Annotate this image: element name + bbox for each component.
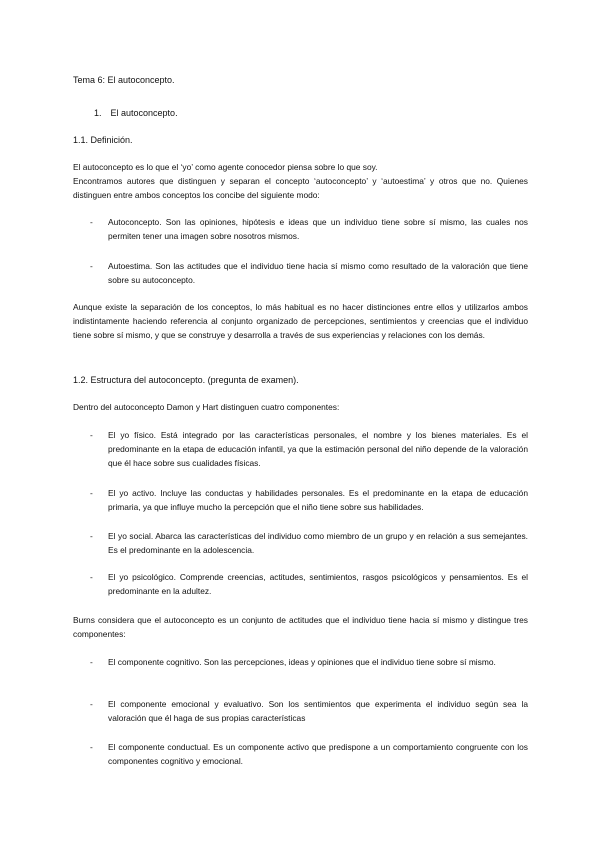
burns-intro: Burns considera que el autoconcepto es un conjunto de actitudes que el individuo tiene hacia sí mismo y distingue tres componentes: xyxy=(73,615,528,639)
definition-heading: 1.1. Definición. xyxy=(73,135,133,145)
bullet-text: El componente conductual. Es un componente activo que predispone a un comportamiento congruente con los componentes cognitivo y emocional. xyxy=(108,742,528,766)
list-item xyxy=(90,570,528,598)
bullet-dash: - xyxy=(90,217,93,227)
section-label: El autoconcepto. xyxy=(110,108,178,118)
bullet-text: El componente emocional y evaluativo. Son los sentimientos que experimenta el individuo según sea la valoración que él haga de sus propias características xyxy=(108,699,528,723)
bullet-dash: - xyxy=(90,430,93,440)
damon-intro: Dentro del autoconcepto Damon y Hart distinguen cuatro componentes: xyxy=(73,402,340,412)
bullet-dash: - xyxy=(90,488,93,498)
list-item xyxy=(90,697,528,725)
intro-line-1: El autoconcepto es lo que el ‘yo’ como agente conocedor piensa sobre lo que soy. xyxy=(73,162,378,172)
list-item xyxy=(90,215,528,243)
section-heading xyxy=(94,106,178,120)
bullet-dash: - xyxy=(90,657,93,667)
intro-line-2: Encontramos autores que distinguen y separan el concepto ‘autoconcepto’ y ‘autoestima’ y otros que no. Quienes distinguen entre ambos conceptos los concibe del siguiente modo: xyxy=(73,176,528,200)
structure-heading: 1.2. Estructura del autoconcepto. (pregunta de examen). xyxy=(73,375,299,385)
document-title: Tema 6: El autoconcepto. xyxy=(73,75,175,85)
bullet-dash: - xyxy=(90,742,93,752)
list-item xyxy=(90,486,528,514)
list-item xyxy=(90,740,528,768)
list-item xyxy=(90,259,528,287)
bullet-text: El yo psicológico. Comprende creencias, actitudes, sentimientos, rasgos psicológicos y pensamientos. Es el predominante en la adultez. xyxy=(108,572,528,596)
bullet-dash: - xyxy=(90,261,93,271)
list-item xyxy=(90,655,528,669)
bullet-text: Autoconcepto. Son las opiniones, hipótesis e ideas que un individuo tiene sobre sí mismo, las cuales nos permiten tener una imagen sobre nosotros mismos. xyxy=(108,217,528,241)
bullet-dash: - xyxy=(90,572,93,582)
section-number: 1. xyxy=(94,108,102,118)
separation-paragraph: Aunque existe la separación de los conceptos, lo más habitual es no hacer distinciones entre ellos y utilizarlos ambos indistintamente haciendo referencia al conjunto organizado de percepciones, sentimientos y creencias que el individuo tiene sobre sí mismo, y que se construye y desarrolla a través de sus experiencias y relaciones con los demás. xyxy=(73,302,528,340)
bullet-dash: - xyxy=(90,531,93,541)
bullet-text: El componente cognitivo. Son las percepciones, ideas y opiniones que el individuo tiene sobre sí mismo. xyxy=(108,657,496,667)
list-item xyxy=(90,529,528,557)
bullet-dash: - xyxy=(90,699,93,709)
bullet-text: El yo social. Abarca las características del individuo como miembro de un grupo y en relación a sus semejantes. Es el predominante en la adolescencia. xyxy=(108,531,528,555)
bullet-text: El yo físico. Está integrado por las características personales, el nombre y los bienes materiales. Es el predominante en la etapa de educación infantil, ya que la estimación personal del niño depende de la valoración que él hace sobre sus cualidades físicas. xyxy=(108,430,528,468)
bullet-text: El yo activo. Incluye las conductas y habilidades personales. Es el predominante en la etapa de educación primaria, ya que influye mucho la percepción que el niño tiene sobre sus habilidades. xyxy=(108,488,528,512)
list-item xyxy=(90,428,528,470)
bullet-text: Autoestima. Son las actitudes que el individuo tiene hacia sí mismo como resultado de la valoración que tiene sobre su autoconcepto. xyxy=(108,261,528,285)
